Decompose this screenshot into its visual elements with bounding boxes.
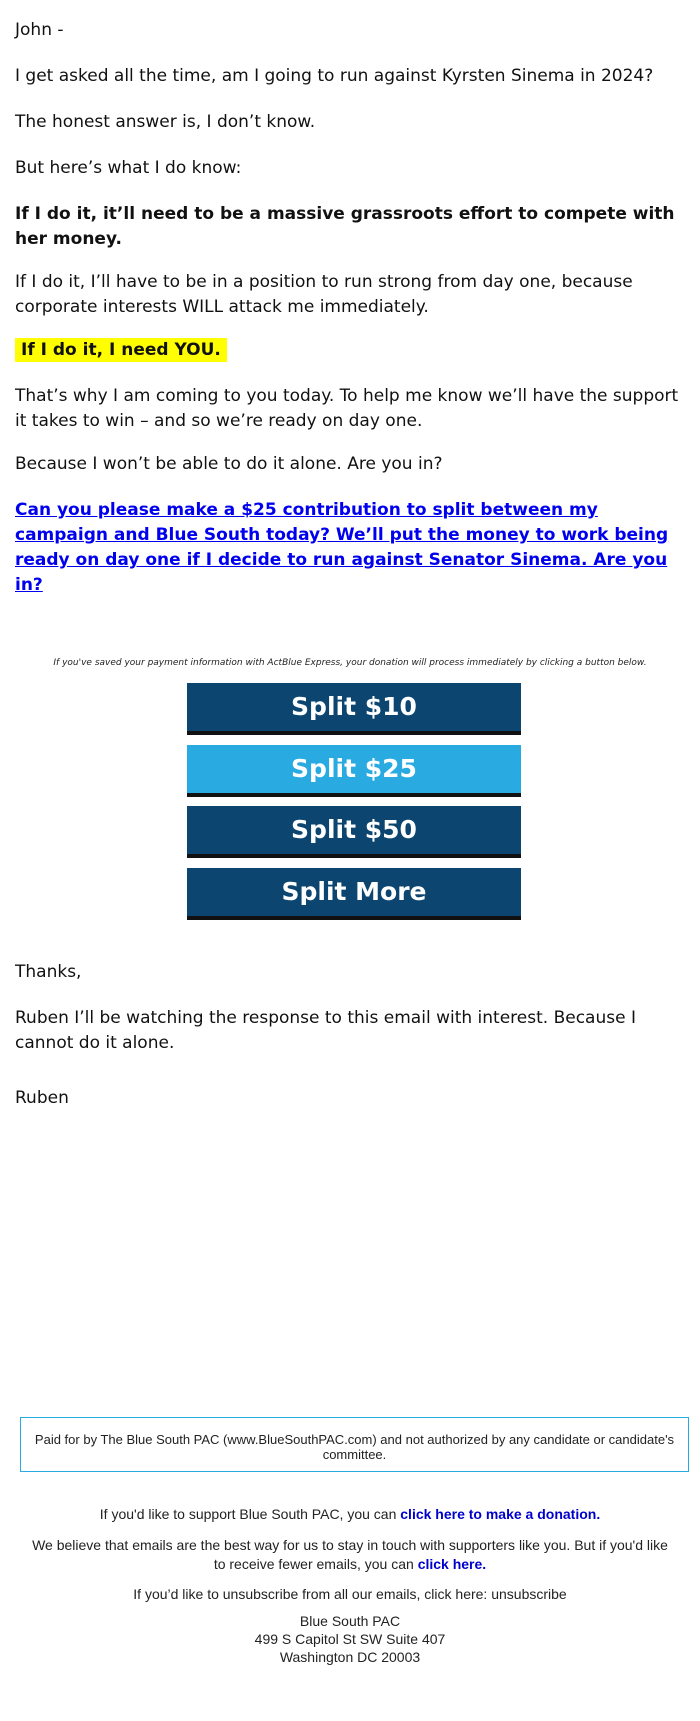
address-name: Blue South PAC: [299, 1613, 401, 1629]
split-more-button[interactable]: Split More: [187, 868, 521, 920]
contribution-ask-link[interactable]: Can you please make a $25 contribution to split between my campaign and Blue South today? We’ll put the money to work being ready on day one if I decide to run against Senator Sinema. Are you in?: [15, 500, 669, 595]
ask-paragraph: [15, 498, 687, 598]
support-line: [0, 1505, 700, 1524]
paragraph-5: If I do it, I’ll have to be in a position to run strong from day one, because corporate interests WILL attack me immediately.: [15, 272, 633, 317]
highlight-paragraph: [15, 338, 687, 363]
greeting: John -: [15, 20, 64, 40]
address-city: Washington DC 20003: [279, 1649, 421, 1665]
paragraph-3: But here’s what I do know:: [15, 158, 242, 178]
fewer-emails-line: [25, 1536, 675, 1574]
donation-link[interactable]: click here to make a donation.: [400, 1506, 601, 1522]
support-text: If you'd like to support Blue South PAC, you can: [99, 1506, 401, 1522]
closing: Thanks,: [15, 962, 82, 982]
paid-for-disclaimer: Paid for by The Blue South PAC (www.BlueSouthPAC.com) and not authorized by any candidate or candidate's committee.: [34, 1432, 675, 1462]
split-50-button[interactable]: Split $50: [187, 806, 521, 858]
fewer-emails-text: We believe that emails are the best way for us to stay in touch with supporters like you. But if you'd like to receive fewer emails, you can: [32, 1537, 668, 1572]
paid-for-disclaimer-box: [20, 1417, 689, 1472]
split-25-button[interactable]: Split $25: [187, 745, 521, 797]
address-street: 499 S Capitol St SW Suite 407: [254, 1631, 446, 1647]
postscript: Ruben I’ll be watching the response to this email with interest. Because I cannot do it alone.: [15, 1008, 636, 1053]
actblue-express-note: If you've saved your payment information with ActBlue Express, your donation will process immediately by clicking a button below.: [53, 658, 647, 668]
signature: Ruben: [15, 1088, 69, 1108]
paragraph-7: That’s why I am coming to you today. To help me know we’ll have the support it takes to win – and so we’re ready on day one.: [15, 386, 679, 431]
paragraph-1: I get asked all the time, am I going to run against Kyrsten Sinema in 2024?: [15, 66, 654, 86]
unsubscribe-link[interactable]: unsubscribe: [491, 1586, 567, 1602]
unsubscribe-line: [0, 1585, 700, 1604]
split-10-button[interactable]: Split $10: [187, 683, 521, 735]
unsubscribe-text: If you’d like to unsubscribe from all our emails, click here:: [133, 1586, 492, 1602]
fewer-emails-link[interactable]: click here.: [417, 1556, 487, 1572]
highlighted-text: If I do it, I need YOU.: [15, 338, 227, 362]
paragraph-8: Because I won’t be able to do it alone. Are you in?: [15, 454, 443, 474]
paragraph-bold-grassroots: If I do it, it’ll need to be a massive grassroots effort to compete with her money.: [15, 204, 675, 249]
paragraph-2: The honest answer is, I don’t know.: [15, 112, 316, 132]
